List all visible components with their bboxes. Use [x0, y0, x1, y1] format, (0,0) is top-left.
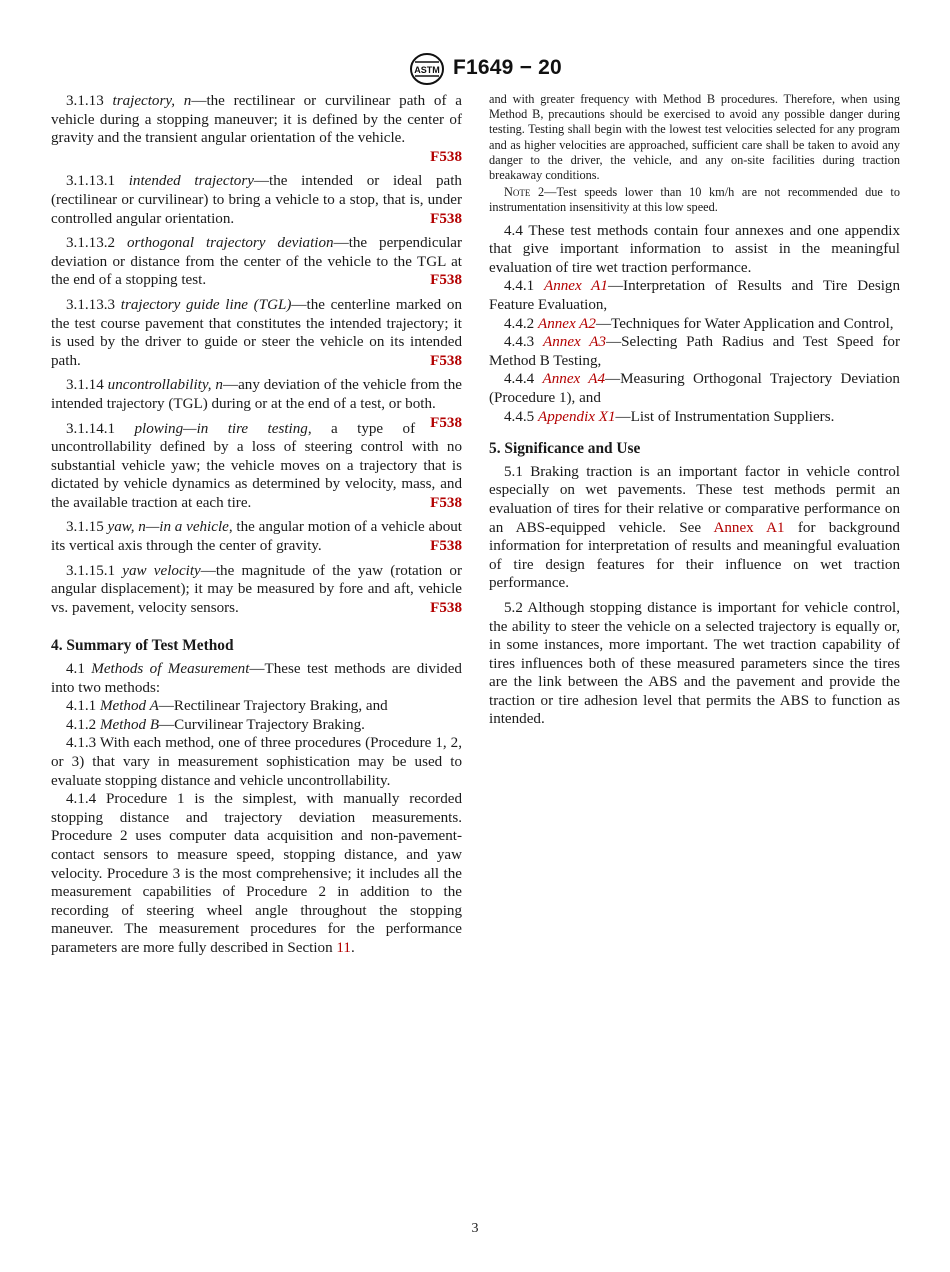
reference-f538[interactable]: F538: [430, 272, 462, 289]
appendix-x1-link[interactable]: Appendix X1: [537, 408, 616, 425]
definition-3-1-14-1: 3.1.14.1 plowing—in tire testing, a type of uncontrollability defined by a loss of steering control with no substantial vehicle yaw; the vehicle moves on a trajectory that is dictated by vehicle dynamics as determined by velocity, mass, and the available traction at each tire. F538: [51, 420, 462, 511]
definition-3-1-13: 3.1.13 trajectory, n—the rectilinear or curvilinear path of a vehicle during a stopping maneuver; it is defined by the center of gravity and the transient angular orientation of the vehicle. F538: [51, 93, 462, 165]
page-header: [0, 52, 950, 88]
definition-3-1-15: 3.1.15 yaw, n—in a vehicle, the angular motion of a vehicle about its vertical axis through the center of gravity. F538: [51, 519, 462, 555]
svg-text:ASTM: ASTM: [414, 65, 440, 75]
reference-f538[interactable]: F538: [430, 538, 462, 555]
section-11-link[interactable]: 11: [336, 939, 351, 956]
reference-f538[interactable]: F538: [430, 352, 462, 369]
paragraph-5-1: 5.1 Braking traction is an important factor in vehicle control especially on wet pavements. These test methods permit an evaluation of tires for their relative or comparative performance on an ABS-equipped vehicle. See Annex A1 for background information for interpretation of results and meaningful evaluation of tire design features for their influence on wet traction performance.: [489, 463, 900, 592]
paragraph-4-4-1: 4.4.1 Annex A1—Interpretation of Results and Tire Design Feature Evaluation,: [489, 278, 900, 313]
definition-3-1-13-1: 3.1.13.1 intended trajectory—the intended or ideal path (rectilinear or curvilinear) to bring a vehicle to a stop, that is, under controlled angular orientation. F538: [51, 173, 462, 227]
paragraph-4-1-2: 4.1.2 Method B—Curvilinear Trajectory Braking.: [66, 716, 365, 733]
paragraph-4-4-5: 4.4.5 Appendix X1—List of Instrumentation Suppliers.: [504, 408, 835, 425]
annex-a2-link[interactable]: Annex A2: [537, 315, 596, 332]
reference-f538[interactable]: F538: [430, 599, 462, 616]
paragraph-4-4-3: 4.4.3 Annex A3—Selecting Path Radius and Test Speed for Method B Testing,: [489, 334, 900, 369]
definition-3-1-15-1: 3.1.15.1 yaw velocity—the magnitude of the yaw (rotation or angular displacement); it may be measured by fore and aft, vehicle vs. pavement, velocity sensors. F538: [51, 562, 463, 616]
reference-f538[interactable]: F538: [430, 414, 462, 431]
annex-a1-link[interactable]: Annex A1: [713, 519, 785, 536]
note-1-continuation: and with greater frequency with Method B procedures. Therefore, when using Method B, precautions should be exercised to avoid any possible danger during testing. Testing shall begin with the lowest test velocities selected for any program and as higher velocities are approached, sufficient care shall be taken to avoid any danger to the driver, the vehicle, and any on-site facilities during traction breakaway conditions.: [489, 92, 900, 183]
reference-f538[interactable]: F538: [430, 210, 462, 227]
section-heading-5: 5. Significance and Use: [489, 440, 641, 458]
reference-f538[interactable]: F538: [430, 148, 462, 165]
astm-logo-icon: [409, 52, 445, 86]
right-column: [489, 92, 900, 729]
note-2: Note 2—Test speeds lower than 10 km/h are not recommended due to instrumentation insensitivity at this low speed.: [489, 185, 900, 215]
definition-3-1-14: 3.1.14 uncontrollability, n—any deviation of the vehicle from the intended trajectory (TGL) during or at the end of a test, or both. F538: [51, 377, 462, 431]
paragraph-4-1-1: 4.1.1 Method A—Rectilinear Trajectory Braking, and: [66, 698, 388, 715]
reference-f538[interactable]: F538: [430, 494, 462, 511]
annex-a1-link[interactable]: Annex A1: [543, 278, 608, 295]
paragraph-4-1-3: 4.1.3 With each method, one of three procedures (Procedure 1, 2, or 3) that vary in measurement sophistication may be used to evaluate stopping distance and vehicle uncontrollability.: [51, 735, 462, 789]
paragraph-5-2: 5.2 Although stopping distance is important for vehicle control, the ability to steer the vehicle on a selected trajectory is equally or, in some instances, more important. The wet traction capability of tires influences both of these measured parameters since the tires are the link between the ABS and the pavement and provide the traction or tire adhesion level that permits the ABS to function as intended.: [489, 599, 900, 728]
paragraph-4-1: 4.1 Methods of Measurement—These test methods are divided into two methods:: [51, 661, 462, 696]
left-column: [51, 92, 462, 958]
definition-3-1-13-3: 3.1.13.3 trajectory guide line (TGL)—the centerline marked on the test course pavement that constitutes the intended trajectory; it is used by the driver to guide or steer the vehicle on its intended path. F538: [51, 296, 462, 369]
paragraph-4-4-2: 4.4.2 Annex A2—Techniques for Water Application and Control,: [504, 315, 894, 332]
document-id: F1649 − 20: [453, 56, 562, 79]
annex-a4-link[interactable]: Annex A4: [542, 371, 606, 388]
definition-3-1-13-2: 3.1.13.2 orthogonal trajectory deviation—the perpendicular deviation or distance from the center of the vehicle to the TGL at the end of a stopping test. F538: [51, 235, 463, 289]
annex-a3-link[interactable]: Annex A3: [543, 334, 607, 351]
paragraph-4-4: 4.4 These test methods contain four annexes and one appendix that give important information to assist in the meaningful evaluation of tire wet traction performance.: [489, 222, 900, 276]
page-number: 3: [471, 1221, 479, 1236]
section-heading-4: 4. Summary of Test Method: [51, 637, 234, 655]
paragraph-4-1-4: 4.1.4 Procedure 1 is the simplest, with manually recorded stopping distance and trajectory deviation measurements. Procedure 2 uses computer data acquisition and non-pavement-contact sensors to measure speed, stopping distance, and yaw velocity. Procedure 3 is the most comprehensive; it includes all the measurement capabilities of Procedure 2 in addition to the recording of steering wheel angle throughout the stopping maneuver. The measurement procedures for the performance parameters are more fully described in Section 11.: [51, 791, 462, 956]
paragraph-4-4-4: 4.4.4 Annex A4—Measuring Orthogonal Trajectory Deviation (Procedure 1), and: [489, 371, 900, 406]
